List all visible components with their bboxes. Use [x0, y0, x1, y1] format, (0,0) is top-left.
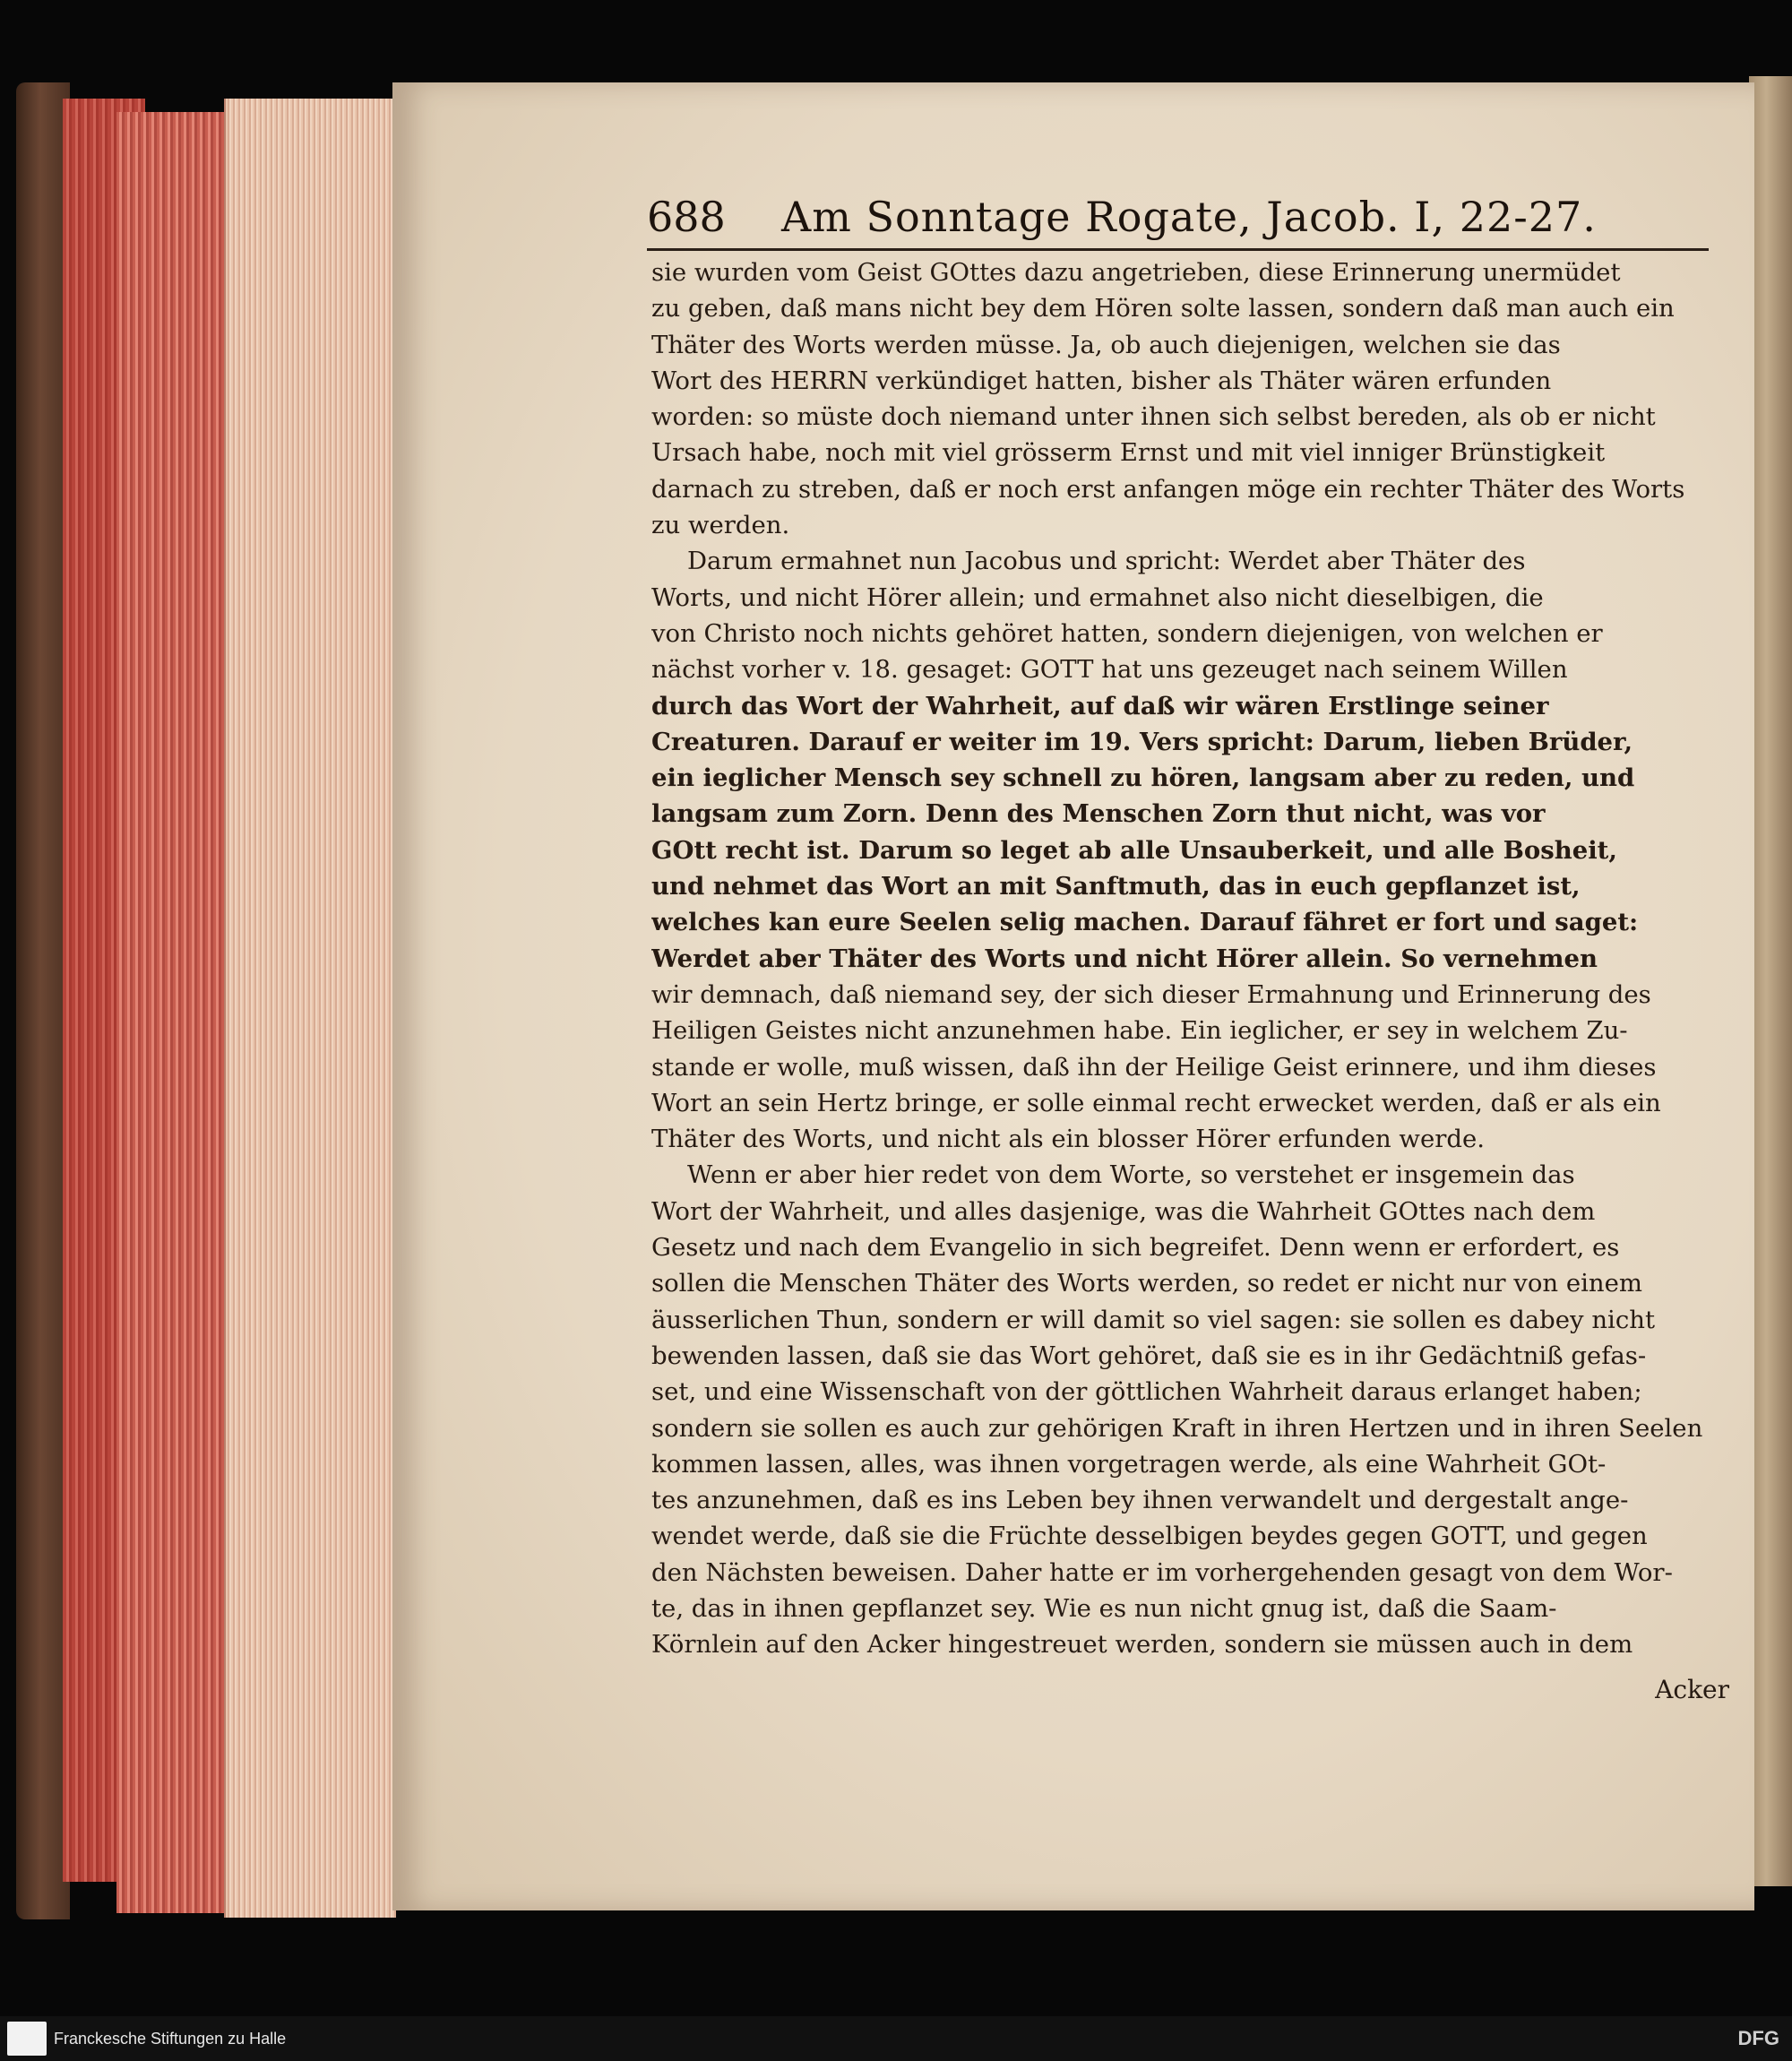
page-header [647, 188, 1709, 246]
book-cover-right [1749, 76, 1792, 1886]
body-text [651, 254, 1713, 1663]
text-line: welches kan eure Seelen selig machen. Darauf fähret er fort und saget: [651, 908, 1639, 937]
book-cover-left [16, 82, 70, 1919]
text-line: Heiligen Geistes nicht anzunehmen habe. Ein ieglicher, er sey in welchem Zu- [651, 1016, 1628, 1046]
text-line: langsam zum Zorn. Denn des Menschen Zorn thut nicht, was vor [651, 799, 1546, 829]
text-line: te, das in ihnen gepflanzet sey. Wie es nun nicht gnug ist, daß die Saam- [651, 1593, 1557, 1623]
text-line: ein ieglicher Mensch sey schnell zu hören, langsam aber zu reden, und [651, 763, 1635, 793]
text-line: Worts, und nicht Hörer allein; und ermahnet also nicht dieselbigen, die [651, 582, 1544, 612]
text-line: Darum ermahnet nun Jacobus und spricht: Werdet aber Thäter des [687, 547, 1526, 576]
text-line: Wort des HERRN verkündiget hatten, bisher als Thäter wären erfunden [651, 366, 1552, 395]
text-line: darnach zu streben, daß er noch erst anfangen möge ein rechter Thäter des Worts [651, 474, 1685, 504]
text-line: durch das Wort der Wahrheit, auf daß wir wären Erstlinge seiner [651, 691, 1549, 720]
text-line: Wort der Wahrheit, und alles dasjenige, was die Wahrheit GOttes nach dem [651, 1196, 1596, 1226]
text-line: Wenn er aber hier redet von dem Worte, so verstehet er insgemein das [687, 1160, 1575, 1190]
text-line: kommen lassen, alles, was ihnen vorgetragen werde, als eine Wahrheit GOt- [651, 1449, 1607, 1479]
institution-logo-icon [7, 2022, 47, 2056]
text-line: Gesetz und nach dem Evangelio in sich begreifet. Denn wenn er erfordert, es [651, 1233, 1620, 1263]
catchword: Acker [1655, 1675, 1729, 1704]
text-line: den Nächsten beweisen. Daher hatte er im vorhergehenden gesagt von dem Wor- [651, 1557, 1673, 1587]
text-line: zu werden. [651, 511, 790, 540]
running-title: Am Sonntage Rogate, Jacob. I, 22-27. [781, 193, 1597, 241]
dfg-logo: DFG [1737, 2027, 1779, 2049]
text-line: Wort an sein Hertz bringe, er solle einmal recht erwecket werden, daß er als ein [651, 1088, 1661, 1117]
text-line: äusserlichen Thun, sondern er will damit so viel sagen: sie sollen es dabey nicht [651, 1305, 1656, 1334]
text-line: tes anzunehmen, daß es ins Leben bey ihnen verwandelt und dergestalt ange- [651, 1486, 1629, 1515]
text-line: GOtt recht ist. Darum so leget ab alle Unsauberkeit, und alle Bosheit, [651, 835, 1617, 865]
text-line: Creaturen. Darauf er weiter im 19. Vers spricht: Darum, lieben Brüder, [651, 727, 1633, 756]
text-line: sie wurden vom Geist GOttes dazu angetrieben, diese Erinnerung unermüdet [651, 258, 1621, 287]
page-number: 688 [647, 193, 726, 241]
text-line: wir demnach, daß niemand sey, der sich dieser Ermahnung und Erinnerung des [651, 979, 1651, 1009]
text-line: und nehmet das Wort an mit Sanftmuth, das in euch gepflanzet ist, [651, 872, 1581, 901]
footer-bar [0, 2016, 1792, 2061]
page-leaf-stack [224, 99, 396, 1918]
text-line: sollen die Menschen Thäter des Worts werden, so redet er nicht nur von einem [651, 1269, 1642, 1298]
text-line: stande er wolle, muß wissen, daß ihn der Heilige Geist erinnere, und ihm dieses [651, 1052, 1657, 1082]
institution-name: Franckesche Stiftungen zu Halle [54, 2030, 287, 2048]
text-line: sondern sie sollen es auch zur gehörigen Kraft in ihren Hertzen und in ihren Seelen [651, 1413, 1703, 1443]
text-line: nächst vorher v. 18. gesaget: GOTT hat uns gezeuget nach seinem Willen [651, 655, 1568, 685]
header-rule [647, 248, 1709, 251]
text-line: Werdet aber Thäter des Worts und nicht Hörer allein. So vernehmen [651, 944, 1598, 973]
text-line: set, und eine Wissenschaft von der göttlichen Wahrheit daraus erlanget haben; [651, 1377, 1642, 1407]
page-edges-red-inner [116, 112, 224, 1913]
text-line: Körnlein auf den Acker hingestreuet werden, sondern sie müssen auch in dem [651, 1630, 1633, 1660]
text-line: Thäter des Worts, und nicht als ein blosser Hörer erfunden werde. [651, 1125, 1486, 1154]
text-line: Thäter des Worts werden müsse. Ja, ob auch diejenigen, welchen sie das [651, 330, 1561, 359]
text-line: zu geben, daß mans nicht bey dem Hören solte lassen, sondern daß man auch ein [651, 294, 1675, 323]
text-line: worden: so müste doch niemand unter ihnen sich selbst bereden, als ob er nicht [651, 402, 1656, 432]
text-line: bewenden lassen, daß sie das Wort gehöret, daß sie es in ihr Gedächtniß gefas- [651, 1341, 1647, 1370]
text-line: von Christo noch nichts gehöret hatten, sondern diejenigen, von welchen er [651, 618, 1603, 648]
text-line: wendet werde, daß sie die Früchte desselbigen beydes gegen GOTT, und gegen [651, 1522, 1648, 1551]
text-line: Ursach habe, noch mit viel grösserm Ernst und mit viel inniger Brünstigkeit [651, 438, 1606, 468]
